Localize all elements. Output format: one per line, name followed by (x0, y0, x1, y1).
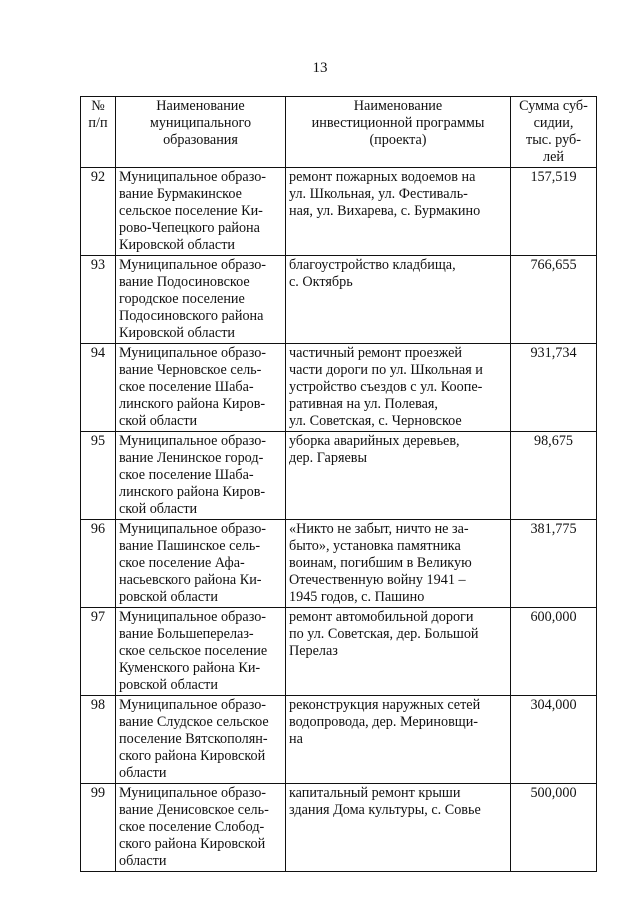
table-row (81, 520, 597, 608)
table-row (81, 696, 597, 784)
row-program: «Никто не забыт, ничто не за- быто», установка памятника воинам, погибшим в Великую Отечественную войну 1941 – 1945 годов, с. Пашино (286, 520, 511, 608)
row-municipality: Муниципальное образо- вание Ленинское город- ское поселение Шаба- линского района Киров- ской области (116, 432, 286, 520)
row-program: ремонт автомобильной дороги по ул. Советская, дер. Большой Перелаз (286, 608, 511, 696)
row-municipality: Муниципальное образо- вание Подосиновское городское поселение Подосиновского района Кировской области (116, 256, 286, 344)
row-num: 97 (81, 608, 116, 696)
row-num: 93 (81, 256, 116, 344)
row-num: 95 (81, 432, 116, 520)
row-program: капитальный ремонт крыши здания Дома культуры, с. Совье (286, 784, 511, 872)
row-sum: 98,675 (511, 432, 597, 520)
row-sum: 304,000 (511, 696, 597, 784)
row-program: реконструкция наружных сетей водопровода, дер. Мериновщи- на (286, 696, 511, 784)
row-municipality: Муниципальное образо- вание Черновское сель- ское поселение Шаба- линского района Киров- ской области (116, 344, 286, 432)
row-program: частичный ремонт проезжей части дороги по ул. Школьная и устройство съездов с ул. Коопе- ративная на ул. Полевая, ул. Советская, с. Черновское (286, 344, 511, 432)
row-sum: 600,000 (511, 608, 597, 696)
row-municipality: Муниципальное образо- вание Слудское сельское поселение Вятскополян- ского района Кировской области (116, 696, 286, 784)
row-num: 96 (81, 520, 116, 608)
row-num: 98 (81, 696, 116, 784)
row-program: ремонт пожарных водоемов на ул. Школьная, ул. Фестиваль- ная, ул. Вихарева, с. Бурмакино (286, 168, 511, 256)
header-program: Наименование инвестиционной программы (проекта) (286, 97, 511, 168)
row-sum: 766,655 (511, 256, 597, 344)
table-row (81, 168, 597, 256)
header-sum: Сумма суб- сидии, тыс. руб- лей (511, 97, 597, 168)
row-sum: 157,519 (511, 168, 597, 256)
table-row (81, 344, 597, 432)
row-municipality: Муниципальное образо- вание Пашинское сель- ское поселение Афа- насьевского района Ки- ровской области (116, 520, 286, 608)
subsidy-table (80, 96, 597, 872)
row-program: благоустройство кладбища, с. Октябрь (286, 256, 511, 344)
table-row (81, 256, 597, 344)
row-program: уборка аварийных деревьев, дер. Гаряевы (286, 432, 511, 520)
row-sum: 500,000 (511, 784, 597, 872)
row-num: 92 (81, 168, 116, 256)
table-row (81, 608, 597, 696)
table-row (81, 784, 597, 872)
table-row (81, 432, 597, 520)
row-municipality: Муниципальное образо- вание Бурмакинское сельское поселение Ки- рово-Чепецкого района Кировской области (116, 168, 286, 256)
row-sum: 931,734 (511, 344, 597, 432)
row-num: 94 (81, 344, 116, 432)
header-num: № п/п (81, 97, 116, 168)
row-num: 99 (81, 784, 116, 872)
table-header-row (81, 97, 597, 168)
header-municipality: Наименование муниципального образования (116, 97, 286, 168)
row-sum: 381,775 (511, 520, 597, 608)
page-number: 13 (312, 60, 328, 76)
row-municipality: Муниципальное образо- вание Денисовское сель- ское поселение Слобод- ского района Кировской области (116, 784, 286, 872)
row-municipality: Муниципальное образо- вание Большеперелаз- ское сельское поселение Куменского района Ки- ровской области (116, 608, 286, 696)
